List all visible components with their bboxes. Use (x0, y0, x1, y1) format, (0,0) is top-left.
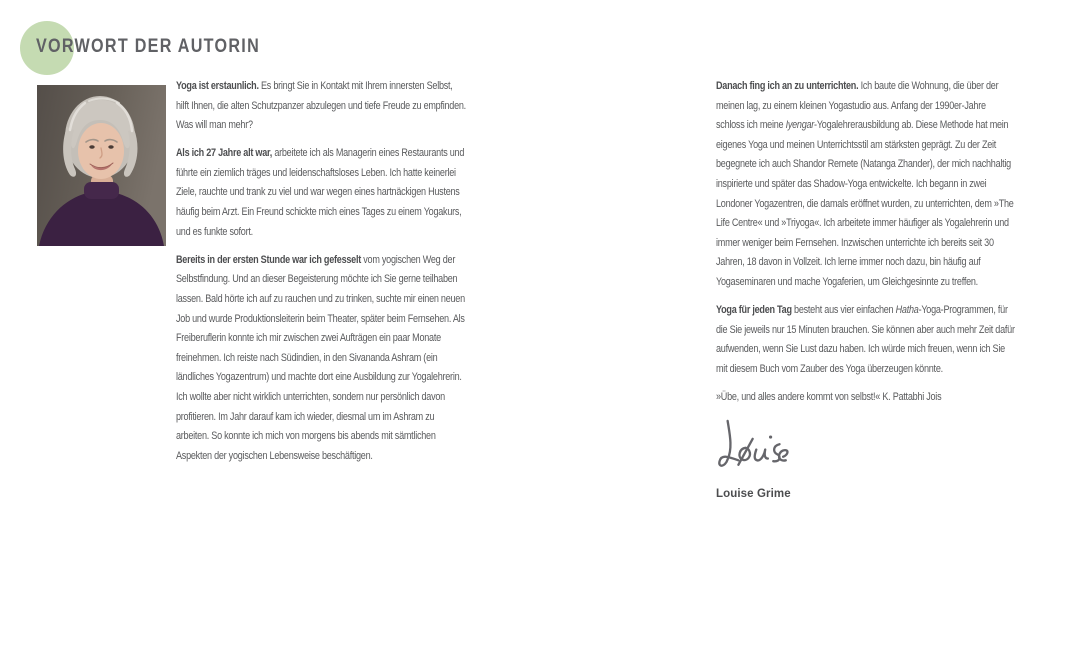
paragraph-text: arbeitete ich als Managerin eines Restaurants und führte ein ziemlich träges und leidenschaftsloses Leben. Ich hatte keinerlei Ziele, rauchte und trank zu viel und war wegen eines hartnäckigen Hustens häufig beim Arzt. Ein Freund schickte mich eines Tages zu einem Yogakurs, und es funkte sofort. (176, 147, 465, 238)
paragraph-lead: Yoga für jeden Tag (716, 304, 792, 317)
paragraph-lead: Als ich 27 Jahre alt war, (176, 147, 273, 160)
paragraph-als-ich-27 (176, 144, 467, 242)
paragraph-text-italic: Hatha (895, 304, 919, 317)
page-title: VORWORT DER AUTORIN (36, 36, 261, 57)
paragraph-text: -Yogalehrerausbildung ab. Diese Methode hat mein eigenes Yoga und meinen Unterrichtsstil am stärksten geprägt. Zu der Zeit begegnete ich auch Shandor Remete (Natanga Zhander), der mich nachhaltig inspirierte und später das Shadow-Yoga entwickelte. Ich begann in zwei Londoner Yogazentren, die damals eröffnet wurden, zu unterrichten, dem »The Life Centre« und »Triyoga«. Ich arbeitete immer häufiger als Yogalehrerin und immer weniger beim Fernsehen. Inzwischen unterrichte ich bereits seit 30 Jahren, 18 davon in Vollzeit. Ich lerne immer noch dazu, bin häufig auf Yogaseminaren und mache Yogaferien, um Gleichgesinnte zu treffen. (716, 119, 1014, 288)
quote-text: »Übe, und alles andere kommt von selbst!« K. Pattabhi Jois (716, 390, 942, 403)
paragraph-danach-fing-ich-an (716, 77, 1015, 293)
paragraph-text: Ich baute die Wohnung, die über der meinen lag, zu einem kleinen Yogastudio aus. Anfang der 1990er-Jahre schloss ich meine (716, 80, 999, 132)
paragraph-text: vom yogischen Weg der Selbstfindung. Und an dieser Begeisterung möchte ich Sie gerne teilhaben lassen. Bald hörte ich auf zu rauchen und zu trinken, suchte mir einen neuen Job und wurde Produktionsleiterin beim Theater, später beim Fernsehen. Als Freiberuflerin konnte ich mir zwischen zwei Aufträgen ein paar Monate freinehmen. Ich reiste nach Südindien, in den Sivananda Ashram (ein ländliches Yogazentrum) und machte dort eine Ausbildung zur Yogalehrerin. Ich wollte aber nicht wirklich unterrichten, sondern nur persönlich davon profitieren. Im Jahr darauf kam ich wieder, diesmal um im Ashram zu arbeiten. So konnte ich mich von morgens bis abends mit sämtlichen Aspekten der yogischen Lebensweise beschäftigen. (176, 253, 465, 462)
paragraph-yoga-ist-erstaunlich (176, 77, 467, 136)
paragraph-text: Es bringt Sie in Kontakt mit Ihrem innersten Selbst, hilft Ihnen, die alten Schutzpanzer abzulegen und tiefe Freude zu empfinden. Was will man mehr? (176, 80, 466, 132)
paragraph-lead: Danach fing ich an zu unterrichten. (716, 80, 859, 92)
paragraph-text: -Yoga-Programmen, für die Sie jeweils nur 15 Minuten brauchen. Sie können aber auch mehr Zeit dafür aufwenden, wenn Sie Lust dazu haben. Ich würde mich freuen, wenn ich Sie mit diesem Buch vom Zauber des Yoga überzeugen könnte. (716, 304, 1015, 375)
right-text-column (716, 77, 1015, 505)
signature-handwriting (716, 416, 801, 476)
paragraph-text-italic: Iyengar (785, 119, 815, 132)
paragraph-text: besteht aus vier einfachen (791, 304, 896, 317)
paragraph-lead: Bereits in der ersten Stunde war ich gefesselt (176, 253, 361, 266)
left-text-column (176, 77, 467, 475)
author-name: Louise Grime (716, 488, 791, 500)
signature-block (716, 416, 1072, 478)
paragraph-lead: Yoga ist erstaunlich. (176, 80, 259, 92)
paragraph-bereits-erste-stunde (176, 251, 467, 467)
author-portrait-photo (37, 85, 166, 246)
closing-quote (716, 388, 1015, 408)
paragraph-yoga-fuer-jeden-tag (716, 301, 1015, 379)
